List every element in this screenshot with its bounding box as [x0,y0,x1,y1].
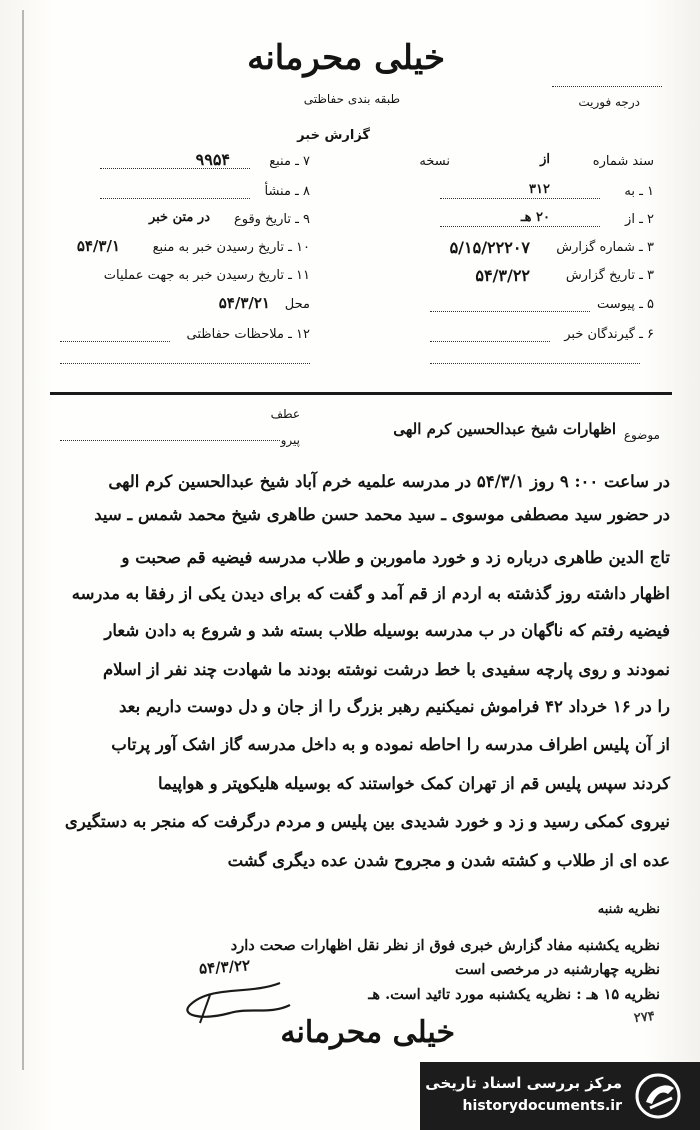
field-dots [430,341,550,342]
field-value: ۲۰ هـ [520,210,550,225]
classification-label: طبقه بندی حفاظتی [303,92,400,106]
field-value: ۵/۱۵/۲۲۲۰۷ [449,238,530,257]
opinion-line: نظریه یکشنبه مفاد گزارش خبری فوق از نظر نقل اظهارات صحت دارد [230,937,660,954]
body-line: عده ای از طلاب و کشته شدن و مجروح شدن عده دیگری گشت [227,851,670,870]
field-label: ۱۲ ـ ملاحظات حفاظتی [186,327,310,342]
field-dots [430,311,590,312]
footer-classification: خیلی محرمانه [280,1015,455,1050]
field-label: ۳ ـ تاریخ گزارش [565,268,654,283]
body-line: در حضور سید مصطفی موسوی ـ سید محمد حسن طاهری شیخ محمد شمس ـ سید [94,505,670,524]
archive-logo-icon [632,1072,684,1120]
field-label: ۸ ـ منشأ [264,184,310,199]
field-value: از [540,152,550,167]
field-extra: نسخه [419,154,450,169]
section-divider [50,392,672,395]
priority-dots [552,86,662,87]
field-value: ۵۴/۳/۲۲ [475,266,530,285]
field-dots [100,168,250,169]
body-line: فیضیه رفتم که ناگهان در ب مدرسه بوسیله طلاب بسته شد و شروع به دادن شعار [104,621,670,640]
field-label: ۹ ـ تاریخ وقوع [233,212,310,227]
body-line: را در ۱۶ خرداد ۴۲ فراموش نمیکنیم رهبر بزرگ را از جان و دل دوست داریم بعد [118,697,670,716]
field-value: ۳۱۲ [529,182,550,197]
body-line: نمودند و روی پارچه سفیدی با خط درشت نوشته بودند ما شهادت چند نفر از اسلام [102,660,670,679]
field-label: ۱ ـ به [624,184,654,199]
field-dots [440,198,600,199]
subject-label: موضوع [623,428,660,442]
watermark-url[interactable]: historydocuments.ir [462,1098,622,1114]
form-title: گزارش خبر [297,128,370,143]
subject-dots [60,440,280,441]
watermark-name: مرکز بررسی اسناد تاریخی [425,1074,622,1092]
field-dots [60,363,310,364]
body-line: تاج الدین طاهری درباره زد و خورد ماموربن و طلاب مدرسه فیضیه قم صحبت و [121,548,670,567]
page-edge-line [22,10,24,1070]
body-line: کردند سپس پلیس قم از تهران کمک خواستند که بوسیله هلیکوپتر و هواپیما [157,774,670,793]
field-label: ۱۱ ـ تاریخ رسیدن خبر به جهت عملیات [103,268,310,283]
body-line: در ساعت ۰۰: ۹ روز ۵۴/۳/۱ در مدرسه علمیه خرم آباد شیخ عبدالحسین کرم الهی [108,472,670,491]
opinion-line: نظریه چهارشنبه در مرخصی است [455,961,660,978]
field-label: محل [284,297,310,312]
field-value: در متن خبر [148,210,210,225]
field-label: ۲ ـ از [625,212,654,227]
field-value: ۹۹۵۴ [195,150,230,169]
field-label: ۶ ـ گیرندگان خبر [564,327,654,342]
field-value: ۵۴/۳/۱ [76,237,120,255]
field-label: ۵ ـ پیوست [597,297,654,312]
field-value: ۵۴/۳/۲۱ [218,294,270,312]
subject-text: اظهارات شیخ عبدالحسین کرم الهی [393,420,616,438]
body-line: نیروی کمکی رسید و زد و خورد شدیدی بین پلیس و مردم درگرفت که منجر به دستگیری [64,812,670,831]
opinion-line: نظریه شنبه [597,902,660,917]
classification-stamp: خیلی محرمانه [247,38,445,78]
page-number: ۲۷۴ [633,1008,656,1027]
subject-note-bottom: پیرو [280,433,300,447]
field-label: سند شماره [592,154,654,169]
signature-date: ۵۴/۳/۲۲ [198,956,251,978]
field-dots [430,363,640,364]
field-label: ۷ ـ منبع [269,154,310,169]
body-line: اظهار داشته روز گذشته به اردم از قم آمد و گفت که برای دیدن یکی از رفقا به مدرسه [71,584,670,603]
field-label: ۳ ـ شماره گزارش [556,240,654,255]
field-label: ۱۰ ـ تاریخ رسیدن خبر به منبع [152,240,310,255]
field-dots [100,198,250,199]
subject-note-top: عطف [270,407,300,421]
opinion-line: نظریه ۱۵ هـ : نظریه یکشنبه مورد تائید است. هـ [368,986,660,1003]
priority-label: درجه فوریت [578,95,640,109]
body-line: از آن پلیس اطراف مدرسه را احاطه نموده و به داخل مدرسه گاز اشک آور پرتاب [111,735,670,754]
field-dots [60,341,170,342]
field-dots [440,226,600,227]
